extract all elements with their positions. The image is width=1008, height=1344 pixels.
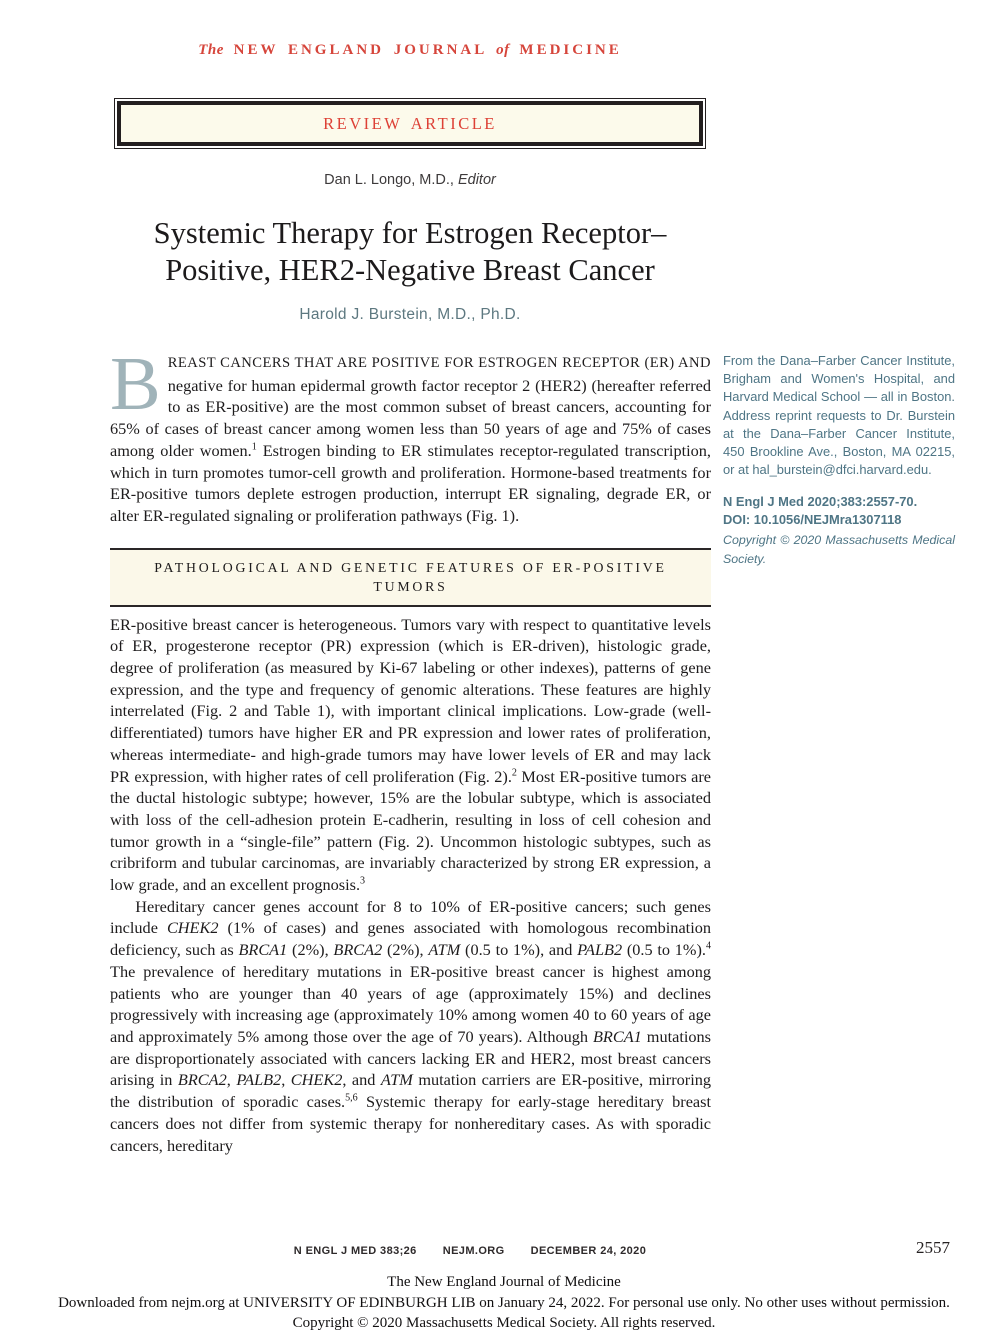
page-number: 2557	[916, 1238, 950, 1257]
sidebar-copyright: Copyright © 2020 Massachusetts Medical Society.	[723, 533, 955, 566]
footer-download-notice: Downloaded from nejm.org at UNIVERSITY OF EDINBURGH LIB on January 24, 2022. For personal use only. No other uses without permission.	[58, 1294, 950, 1311]
running-footer	[110, 1245, 830, 1257]
article-title-line2: Positive, HER2-Negative Breast Cancer	[165, 252, 655, 287]
article-title	[75, 215, 745, 288]
section-heading-line2: TUMORS	[373, 578, 448, 594]
dropcap-letter: B	[110, 342, 161, 426]
footer-journal-name: The New England Journal of Medicine	[387, 1274, 621, 1290]
editor-line: Dan L. Longo, M.D., Editor	[324, 172, 496, 188]
author-line: Harold J. Burstein, M.D., Ph.D.	[299, 306, 521, 323]
body-paragraph: Hereditary cancer genes account for 8 to 10% of ER-positive cancers; such genes include CHEK2 (1% of cases) and genes associated with homologous recombination deficiency, such as BRCA1 (2%), BRCA2 (2%), ATM (0.5 to 1%), and PALB2 (0.5 to 1%).$^4$ The prevalence of hereditary mutations in ER-positive breast cancer is highest among patients who are younger than 40 years of age (approximately 15%) and declines progressively with increasing age (approximately 10% among women 40 to 60 years of age and approximately 5% among those over the age of 70 years). Although BRCA1 mutations are disproportionately associated with cancers lacking ER and HER2, most breast cancers arising in BRCA2, PALB2, CHEK2, and ATM mutation carriers are ER-positive, mirroring the distribution of sporadic cases.$^{5,6}$ Systemic therapy for early-stage hereditary breast cancers does not differ from systemic therapy for nonhereditary cases. As with sporadic cancers, hereditary	[110, 896, 712, 1155]
footer-date: DECEMBER 24, 2020	[530, 1245, 647, 1257]
intro-paragraph: BREAST CANCERS THAT ARE POSITIVE FOR ESTROGEN RECEPTOR (ER) AND negative for human epidermal growth factor receptor 2 (HER2) (hereafter referred to as ER-positive) are the most common subset of breast cancers, accounting for 65% of cases of breast cancer among women less than 50 years of age and 75% of cases among older women.$^1$ Estrogen binding to ER stimulates receptor-regulated transcription, which in turn promotes tumor-cell growth and proliferation. Hormone-based treatments for ER-positive tumors deplete estrogen production, interrupt ER signaling, degrade ER, or alter ER-regulated signaling or proliferation pathways (Fig. 1).	[110, 342, 711, 525]
download-notice-block	[0, 1272, 1008, 1334]
citation-line: N Engl J Med 2020;383:2557-70.	[723, 494, 918, 510]
article-title-line1: Systemic Therapy for Estrogen Receptor–	[153, 216, 667, 250]
body-paragraph: ER-positive breast cancer is heterogeneous. Tumors vary with respect to quantitative levels of ER, progesterone receptor (PR) expression (which is ER-driven), histologic grade, degree of proliferation (as measured by Ki-67 labeling or other indexes), patterns of gene expression, and the type and frequency of genomic alterations. These features are highly interrelated (Fig. 2 and Table 1), with important clinical implications. Low-grade (well-differentiated) tumors have higher ER and PR expression and lower rates of proliferation, whereas intermediate- and high-grade tumors may have lower levels of ER and may lack PR expression, with higher rates of cell proliferation (Fig. 2).$^2$ Most ER-positive tumors are the ductal histologic subtype; however, 15% are the lobular subtype, which is associated with loss of the cell-adhesion protein E-cadherin, resulting in loss of cell cohesion and tumor growth in a “single-file” pattern (Fig. 2). Uncommon histologic subtypes, such as cribriform and tubular carcinomas, are invariably characterized by strong ER expression, a low grade, and an excellent prognosis.$^3$	[110, 614, 711, 895]
footer-site: NEJM.ORG	[442, 1245, 505, 1257]
journal-masthead: The NEW ENGLAND JOURNAL of MEDICINE	[198, 42, 622, 58]
section-heading	[110, 548, 711, 607]
footer-copyright-notice: Copyright © 2020 Massachusetts Medical Society. All rights reserved.	[292, 1315, 716, 1331]
footer-journal-ref: N ENGL J MED 383;26	[293, 1245, 417, 1257]
section-heading-line1: PATHOLOGICAL AND GENETIC FEATURES OF ER-POSITIVE	[154, 559, 667, 575]
article-sidebar	[723, 352, 955, 568]
affiliation-note: From the Dana–Farber Cancer Institute, Brigham and Women's Hospital, and Harvard Medical School — all in Boston. Address reprint requests to Dr. Burstein at the Dana–Farber Cancer Institute, 450 Brookline Ave., Boston, MA 02215, or at hal_burstein@dfci.harvard.edu.	[723, 353, 955, 478]
article-type-label: REVIEW ARTICLE	[323, 113, 497, 133]
doi-line: DOI: 10.1056/NEJMra1307118	[723, 512, 902, 528]
review-article-box	[117, 101, 703, 146]
article-body	[110, 342, 712, 1156]
